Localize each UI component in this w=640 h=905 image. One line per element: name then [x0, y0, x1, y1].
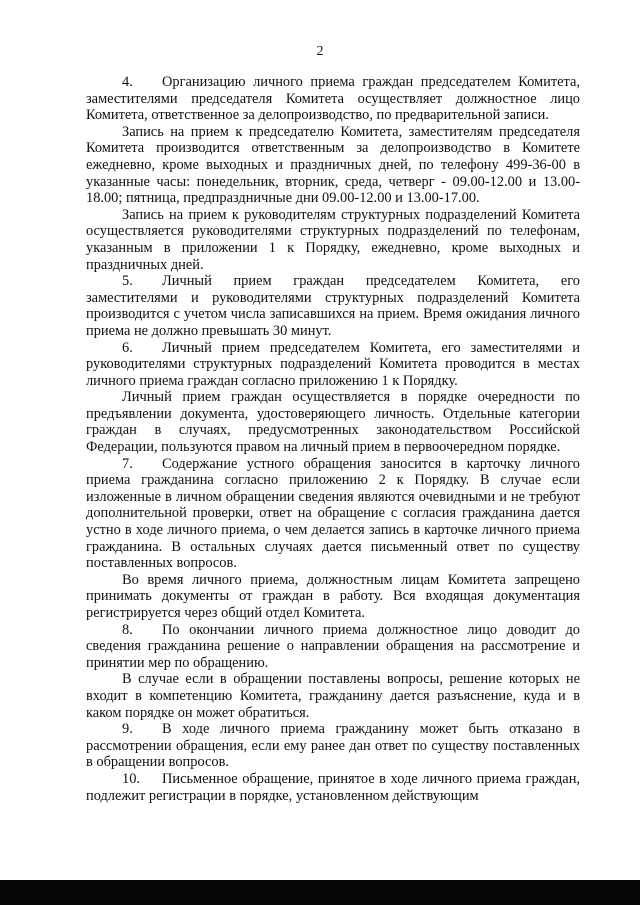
paragraph-text: В случае если в обращении поставлены вопросы, решение которых не входит в компетенцию Комитета, гражданину дается разъяснение, куда и в каком порядке он может обратиться. — [86, 671, 580, 721]
paragraph-number: 9. — [122, 721, 133, 738]
paragraph-4 — [86, 74, 580, 124]
paragraph-number: 6. — [122, 339, 133, 356]
paragraph-text: Письменное обращение, принятое в ходе личного приема граждан, подлежит регистрации в порядке, установленном действующим — [86, 770, 580, 804]
paragraph-priority-order — [86, 389, 580, 455]
paragraph-text: Личный прием председателем Комитета, его заместителями и руководителями структурных подразделений Комитета проводится в местах личного приема граждан согласно приложению 1 к Порядку. — [86, 339, 580, 389]
paragraph-5 — [86, 273, 580, 339]
paragraph-6 — [86, 340, 580, 390]
paragraph-number: 5. — [122, 273, 133, 290]
paragraph-competence — [86, 671, 580, 721]
paragraph-text: Организацию личного приема граждан председателем Комитета, заместителями председателя Комитета осуществляет должностное лицо Комитета, ответственное за делопроизводство, по предварительной записи. — [86, 74, 580, 124]
paragraph-appointment-departments — [86, 207, 580, 273]
page-number: 2 — [316, 44, 324, 59]
paragraph-number: 4. — [122, 74, 133, 90]
paragraph-text: Личный прием граждан председателем Комитета, его заместителями и руководителями структурных подразделений Комитета производится с учетом числа записавшихся на прием. Время ожидания личного приема не должно превышать 30 минут. — [86, 273, 580, 339]
paragraph-10 — [86, 771, 580, 804]
paragraph-7 — [86, 456, 580, 572]
paragraph-text: Содержание устного обращения заносится в карточку личного приема гражданина согласно приложению 2 к Порядку. В случае если изложенные в личном обращении сведения являются очевидными и не требуют дополнительной проверки, ответ на обращение с согласия гражданина дается устно в ходе личного приема, о чем делается запись в карточке личного приема гражданина. В остальных случаях дается письменный ответ по существу поставленных вопросов. — [86, 455, 580, 572]
paragraph-number: 7. — [122, 455, 133, 472]
paragraph-9 — [86, 721, 580, 771]
scan-bottom-edge — [0, 880, 640, 905]
paragraph-8 — [86, 622, 580, 672]
paragraph-documents-forbidden — [86, 572, 580, 622]
paragraph-text: Запись на прием к руководителям структурных подразделений Комитета осуществляется руководителями структурных подразделений по телефонам, указанным в приложении 1 к Порядку, ежедневно, кроме выходных и праздничных дней. — [86, 206, 580, 273]
paragraph-appointment-chairman — [86, 124, 580, 207]
paragraph-text: Запись на прием к председателю Комитета, заместителям председателя Комитета производится ответственным за делопроизводство в Комитете ежедневно, кроме выходных и праздничных дней, по телефону 499-36-00 в указанные часы: понедельник, вторник, среда, четверг - 09.00-12.00 и 13.00-18.00; пятница, предпраздничные дни 09.00-12.00 и 13.00-17.00. — [86, 123, 580, 207]
paragraph-number: 8. — [122, 621, 133, 638]
paragraph-number: 10. — [122, 770, 140, 787]
paragraph-text: Личный прием граждан осуществляется в порядке очередности по предъявлении документа, удостоверяющего личность. Отдельные категории граждан в случаях, предусмотренных законодательством Российской Федерации, пользуются правом на личный прием в первоочередном порядке. — [86, 389, 580, 456]
document-body — [86, 74, 580, 804]
paragraph-text: По окончании личного приема должностное лицо доводит до сведения гражданина решение о направлении обращения на рассмотрение и принятии мер по обращению. — [86, 621, 580, 671]
paragraph-text: В ходе личного приема гражданину может быть отказано в рассмотрении обращения, если ему ранее дан ответ по существу поставленных в обращении вопросов. — [86, 721, 580, 771]
paragraph-text: Во время личного приема, должностным лицам Комитета запрещено принимать документы от граждан в работу. Вся входящая документация регистрируется через общий отдел Комитета. — [86, 571, 580, 621]
